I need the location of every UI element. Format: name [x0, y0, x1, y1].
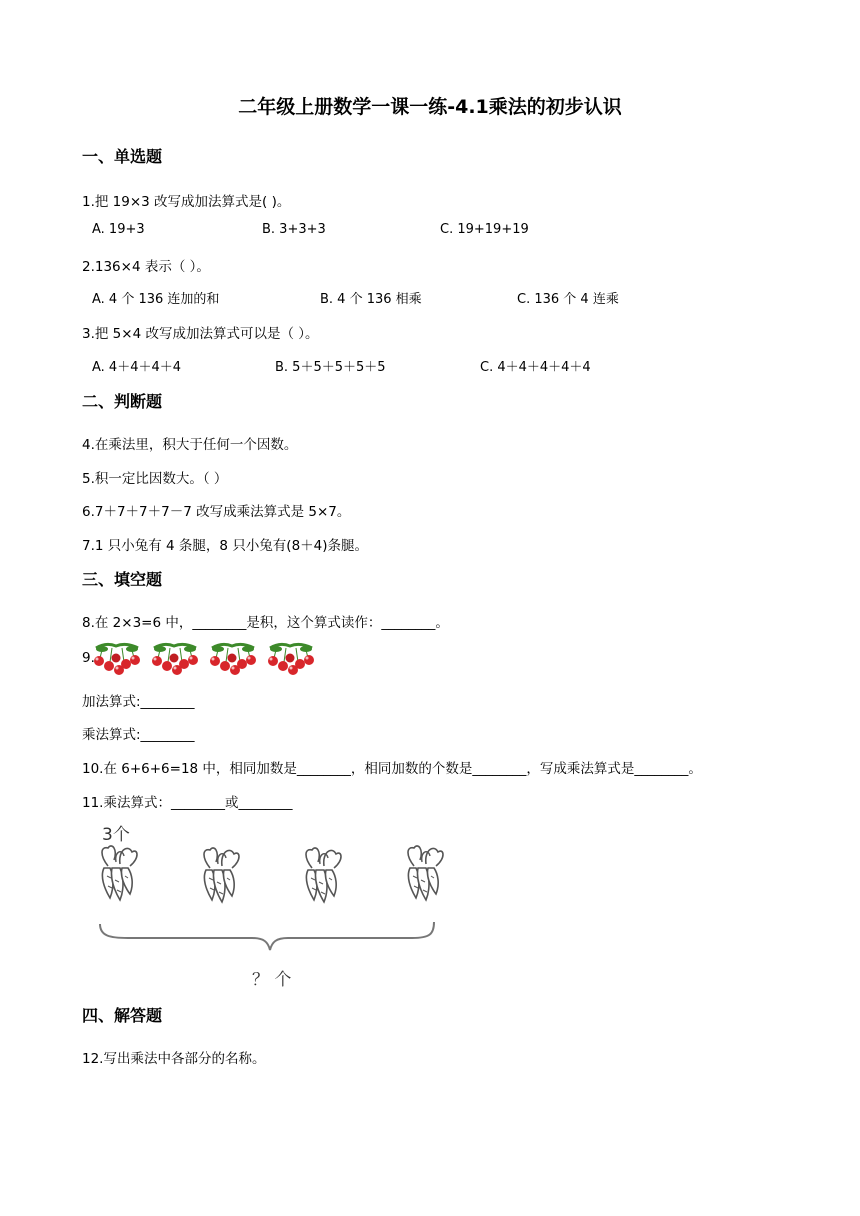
q2-option-c[interactable]: C. 136 个 4 连乘 [517, 292, 619, 307]
q1-option-a[interactable]: A. 19+3 [92, 222, 145, 237]
q9-addition-line: 加法算式:________ [82, 694, 195, 710]
q1-option-b[interactable]: B. 3+3+3 [262, 222, 326, 237]
cherry-cluster [94, 644, 140, 675]
radish-bundle [204, 848, 239, 902]
question-10: 10.在 6+6+6=18 中，相同加数是________，相同加数的个数是________，写成乘法算式是________。 [82, 761, 702, 777]
cherry-clusters-image [92, 640, 322, 678]
radish-bundles-image [88, 838, 448, 958]
question-7: 7.1 只小兔有 4 条腿，8 只小兔有(8＋4)条腿。 [82, 538, 369, 554]
radish-bundle [408, 846, 443, 900]
radish-bundle [102, 846, 137, 900]
q3-option-c[interactable]: C. 4＋4＋4＋4＋4 [480, 360, 591, 375]
q3-option-a[interactable]: A. 4＋4＋4＋4 [92, 360, 182, 375]
q3-option-b[interactable]: B. 5＋5＋5＋5＋5 [275, 360, 386, 375]
section-heading-answer: 四、解答题 [82, 1006, 163, 1025]
q9-multiplication-line: 乘法算式:________ [82, 727, 195, 743]
question-2: 2.136×4 表示（ ）。 [82, 259, 210, 275]
radish-total-label: ？ 个 [252, 970, 292, 990]
section-heading-fill-blank: 三、填空题 [82, 570, 163, 589]
curly-brace [100, 922, 434, 950]
question-3: 3.把 5×4 改写成加法算式可以是（ ）。 [82, 326, 319, 342]
section-heading-single-choice: 一、单选题 [82, 147, 163, 166]
question-12: 12.写出乘法中各部分的名称。 [82, 1051, 266, 1067]
cherry-cluster [268, 644, 314, 675]
q2-option-a[interactable]: A. 4 个 136 连加的和 [92, 292, 220, 307]
section-heading-true-false: 二、判断题 [82, 392, 163, 411]
question-5: 5.积一定比因数大。（ ） [82, 471, 228, 487]
q1-option-c[interactable]: C. 19+19+19 [440, 222, 529, 237]
question-4: 4.在乘法里，积大于任何一个因数。 [82, 437, 298, 453]
question-9-number: 9. [82, 650, 95, 666]
question-1: 1.把 19×3 改写成加法算式是( )。 [82, 194, 291, 210]
q2-option-b[interactable]: B. 4 个 136 相乘 [320, 292, 422, 307]
cherry-cluster [210, 644, 256, 675]
page-title: 二年级上册数学一课一练-4.1乘法的初步认识 [238, 96, 622, 118]
radish-group-label: 3个 [102, 825, 130, 845]
radish-bundle [306, 848, 341, 902]
question-8: 8.在 2×3=6 中，________是积，这个算式读作：________。 [82, 615, 449, 631]
question-11: 11.乘法算式：________或________ [82, 795, 293, 811]
cherry-cluster [152, 644, 198, 675]
question-6: 6.7＋7＋7＋7－7 改写成乘法算式是 5×7。 [82, 504, 351, 520]
